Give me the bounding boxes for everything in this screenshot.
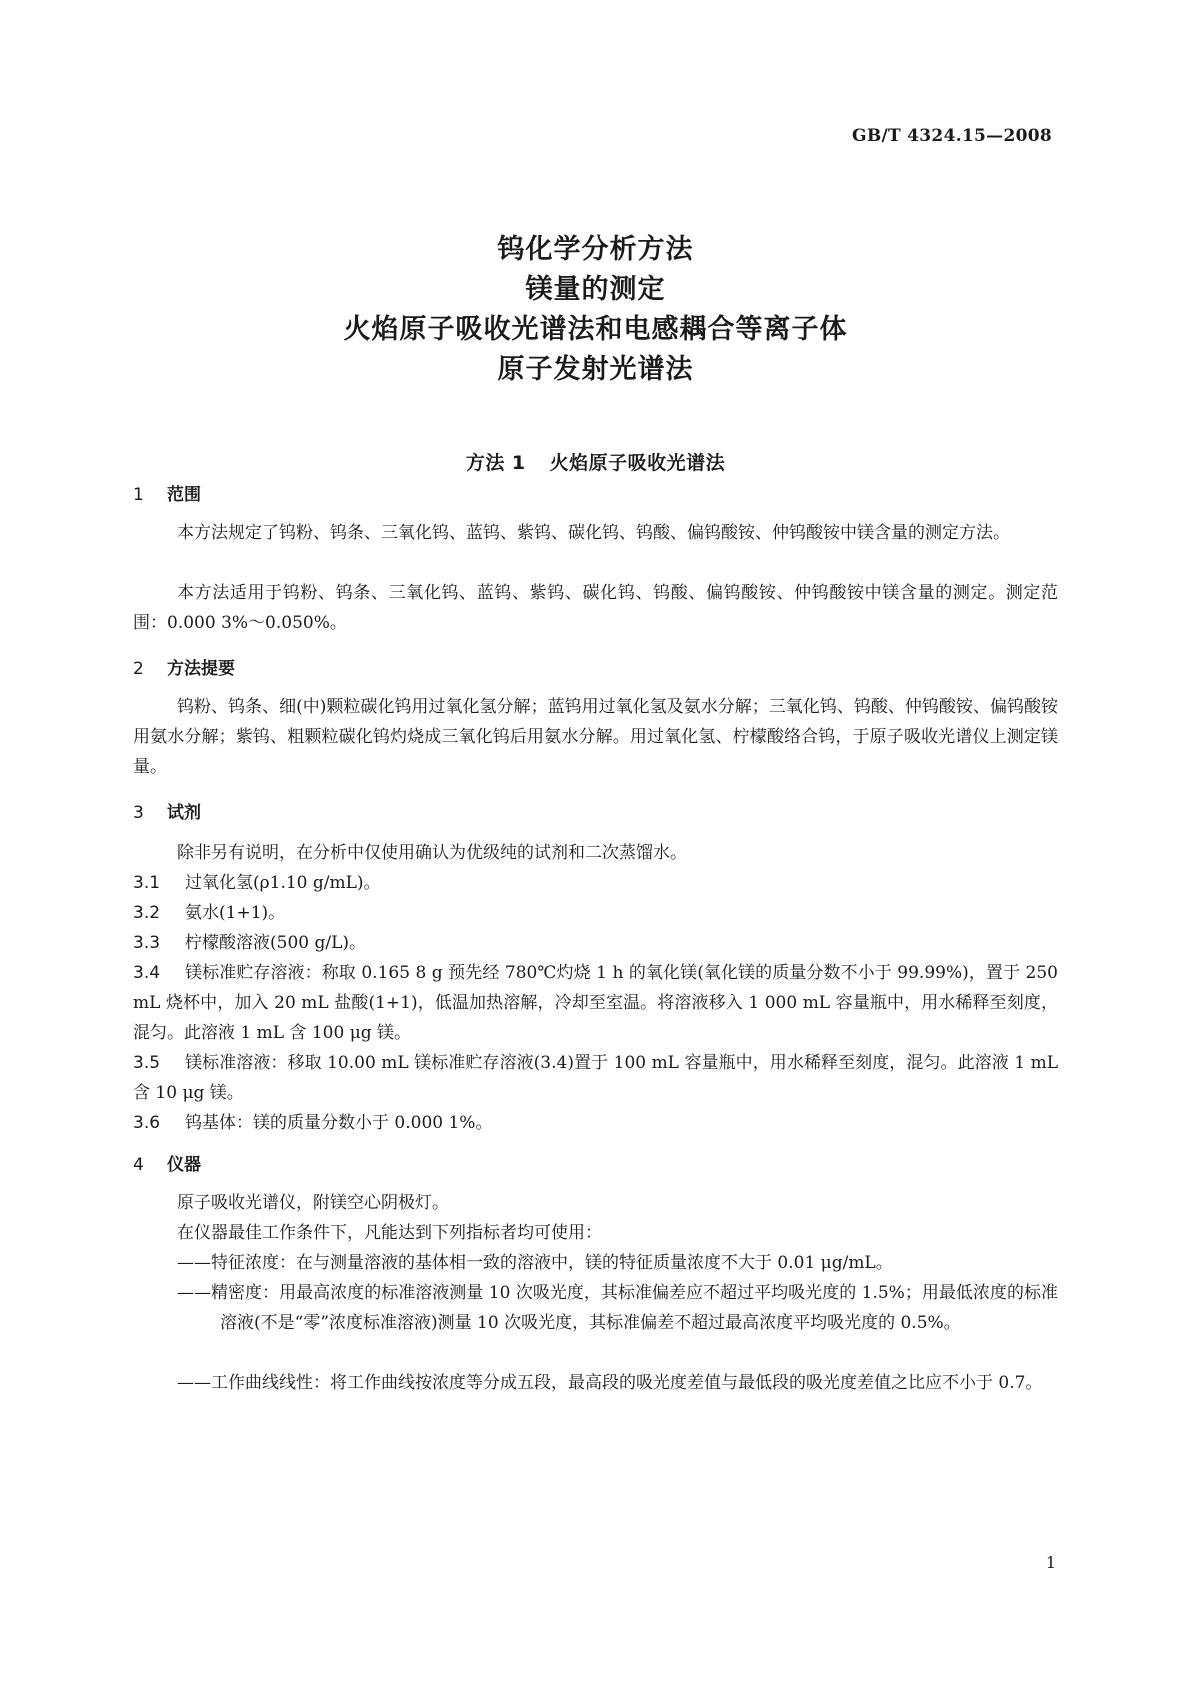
item-text: 钨基体：镁的质量分数小于 0.000 1%。 (185, 1113, 493, 1133)
section-heading-principle (133, 654, 235, 679)
title-line-3: 火焰原子吸收光谱法和电感耦合等离子体 (343, 314, 848, 345)
apparatus-dash-item-1: ——特征浓度：在与测量溶液的基体相一致的溶液中，镁的特征质量浓度不大于 0.01 μg/mL。 (177, 1253, 893, 1273)
reagent-item-3-3 (133, 928, 1058, 958)
section-number: 1 (133, 485, 144, 505)
principle-paragraph: 钨粉、钨条、细(中)颗粒碳化钨用过氧化氢分解；蓝钨用过氧化氢及氨水分解；三氧化钨、钨酸、仲钨酸铵、偏钨酸铵用氨水分解；紫钨、粗颗粒碳化钨灼烧成三氧化钨后用氨水分解。用过氧化氢、柠檬酸络合钨，于原子吸收光谱仪上测定镁量。 (133, 697, 1058, 777)
section-heading-apparatus (133, 1150, 201, 1175)
reagent-item-3-1 (133, 868, 1058, 898)
method-label: 方法 1 (465, 452, 526, 474)
method-name: 火焰原子吸收光谱法 (549, 452, 726, 474)
scope-paragraph-2: 本方法适用于钨粉、钨条、三氧化钨、蓝钨、紫钨、碳化钨、钨酸、偏钨酸铵、仲钨酸铵中镁含量的测定。测定范围：0.000 3%～0.050%。 (133, 583, 1058, 633)
item-number: 3.2 (133, 903, 161, 923)
title-line-1: 钨化学分析方法 (497, 234, 694, 265)
item-text: 柠檬酸溶液(500 g/L)。 (185, 933, 367, 953)
item-number: 3.5 (133, 1053, 161, 1073)
standard-code: GB/T 4324.15—2008 (852, 126, 1052, 146)
scope-paragraph-1: 本方法规定了钨粉、钨条、三氧化钨、蓝钨、紫钨、碳化钨、钨酸、偏钨酸铵、仲钨酸铵中镁含量的测定方法。 (177, 523, 1010, 543)
reagent-item-3-2 (133, 898, 1058, 928)
section-number: 3 (133, 803, 144, 823)
reagent-item-3-4 (133, 958, 1058, 1048)
section-heading-scope (133, 480, 201, 505)
title-line-4: 原子发射光谱法 (497, 354, 694, 385)
page-number: 1 (1045, 1553, 1056, 1572)
apparatus-dash-item-3: ——工作曲线线性：将工作曲线按浓度等分成五段，最高段的吸光度差值与最低段的吸光度差值之比应不小于 0.7。 (177, 1373, 1043, 1393)
reagents-intro: 除非另有说明，在分析中仅使用确认为优级纯的试剂和二次蒸馏水。 (177, 843, 687, 863)
apparatus-dash-item-2: ——精密度：用最高浓度的标准溶液测量 10 次吸光度，其标准偏差应不超过平均吸光度的 1.5%；用最低浓度的标准溶液(不是“零”浓度标准溶液)测量 10 次吸光度，其标准偏差不超过最高浓度平均吸光度的 0.5%。 (177, 1283, 1058, 1333)
item-number: 3.6 (133, 1113, 161, 1133)
reagent-item-3-6 (133, 1108, 1058, 1138)
item-number: 3.1 (133, 873, 161, 893)
item-text: 镁标准贮存溶液：称取 0.165 8 g 预先经 780℃灼烧 1 h 的氧化镁(氧化镁的质量分数不小于 99.99%)，置于 250 mL 烧杯中，加入 20 mL 盐酸(1+1)，低温加热溶解，冷却至室温。将溶液移入 1 000 mL 容量瓶中，用水稀释至刻度，混匀。此溶液 1 mL 含 100 μg 镁。 (133, 963, 1058, 1043)
document-title (0, 230, 1191, 390)
reagent-item-3-5 (133, 1048, 1058, 1108)
item-number: 3.3 (133, 933, 161, 953)
method-heading (0, 448, 1191, 475)
section-title: 试剂 (167, 803, 201, 823)
item-number: 3.4 (133, 963, 161, 983)
apparatus-paragraph-2: 在仪器最佳工作条件下，凡能达到下列指标者均可使用： (177, 1223, 602, 1243)
section-heading-reagents (133, 798, 201, 823)
item-text: 氨水(1+1)。 (185, 903, 286, 923)
section-number: 4 (133, 1155, 144, 1175)
section-title: 方法提要 (167, 659, 235, 679)
section-number: 2 (133, 659, 144, 679)
section-title: 范围 (167, 485, 201, 505)
title-line-2: 镁量的测定 (525, 274, 666, 305)
item-text: 过氧化氢(ρ1.10 g/mL)。 (185, 873, 381, 893)
item-text: 镁标准溶液：移取 10.00 mL 镁标准贮存溶液(3.4)置于 100 mL 容量瓶中，用水稀释至刻度，混匀。此溶液 1 mL 含 10 μg 镁。 (133, 1053, 1058, 1103)
apparatus-paragraph-1: 原子吸收光谱仪，附镁空心阴极灯。 (177, 1193, 449, 1213)
section-title: 仪器 (167, 1155, 201, 1175)
